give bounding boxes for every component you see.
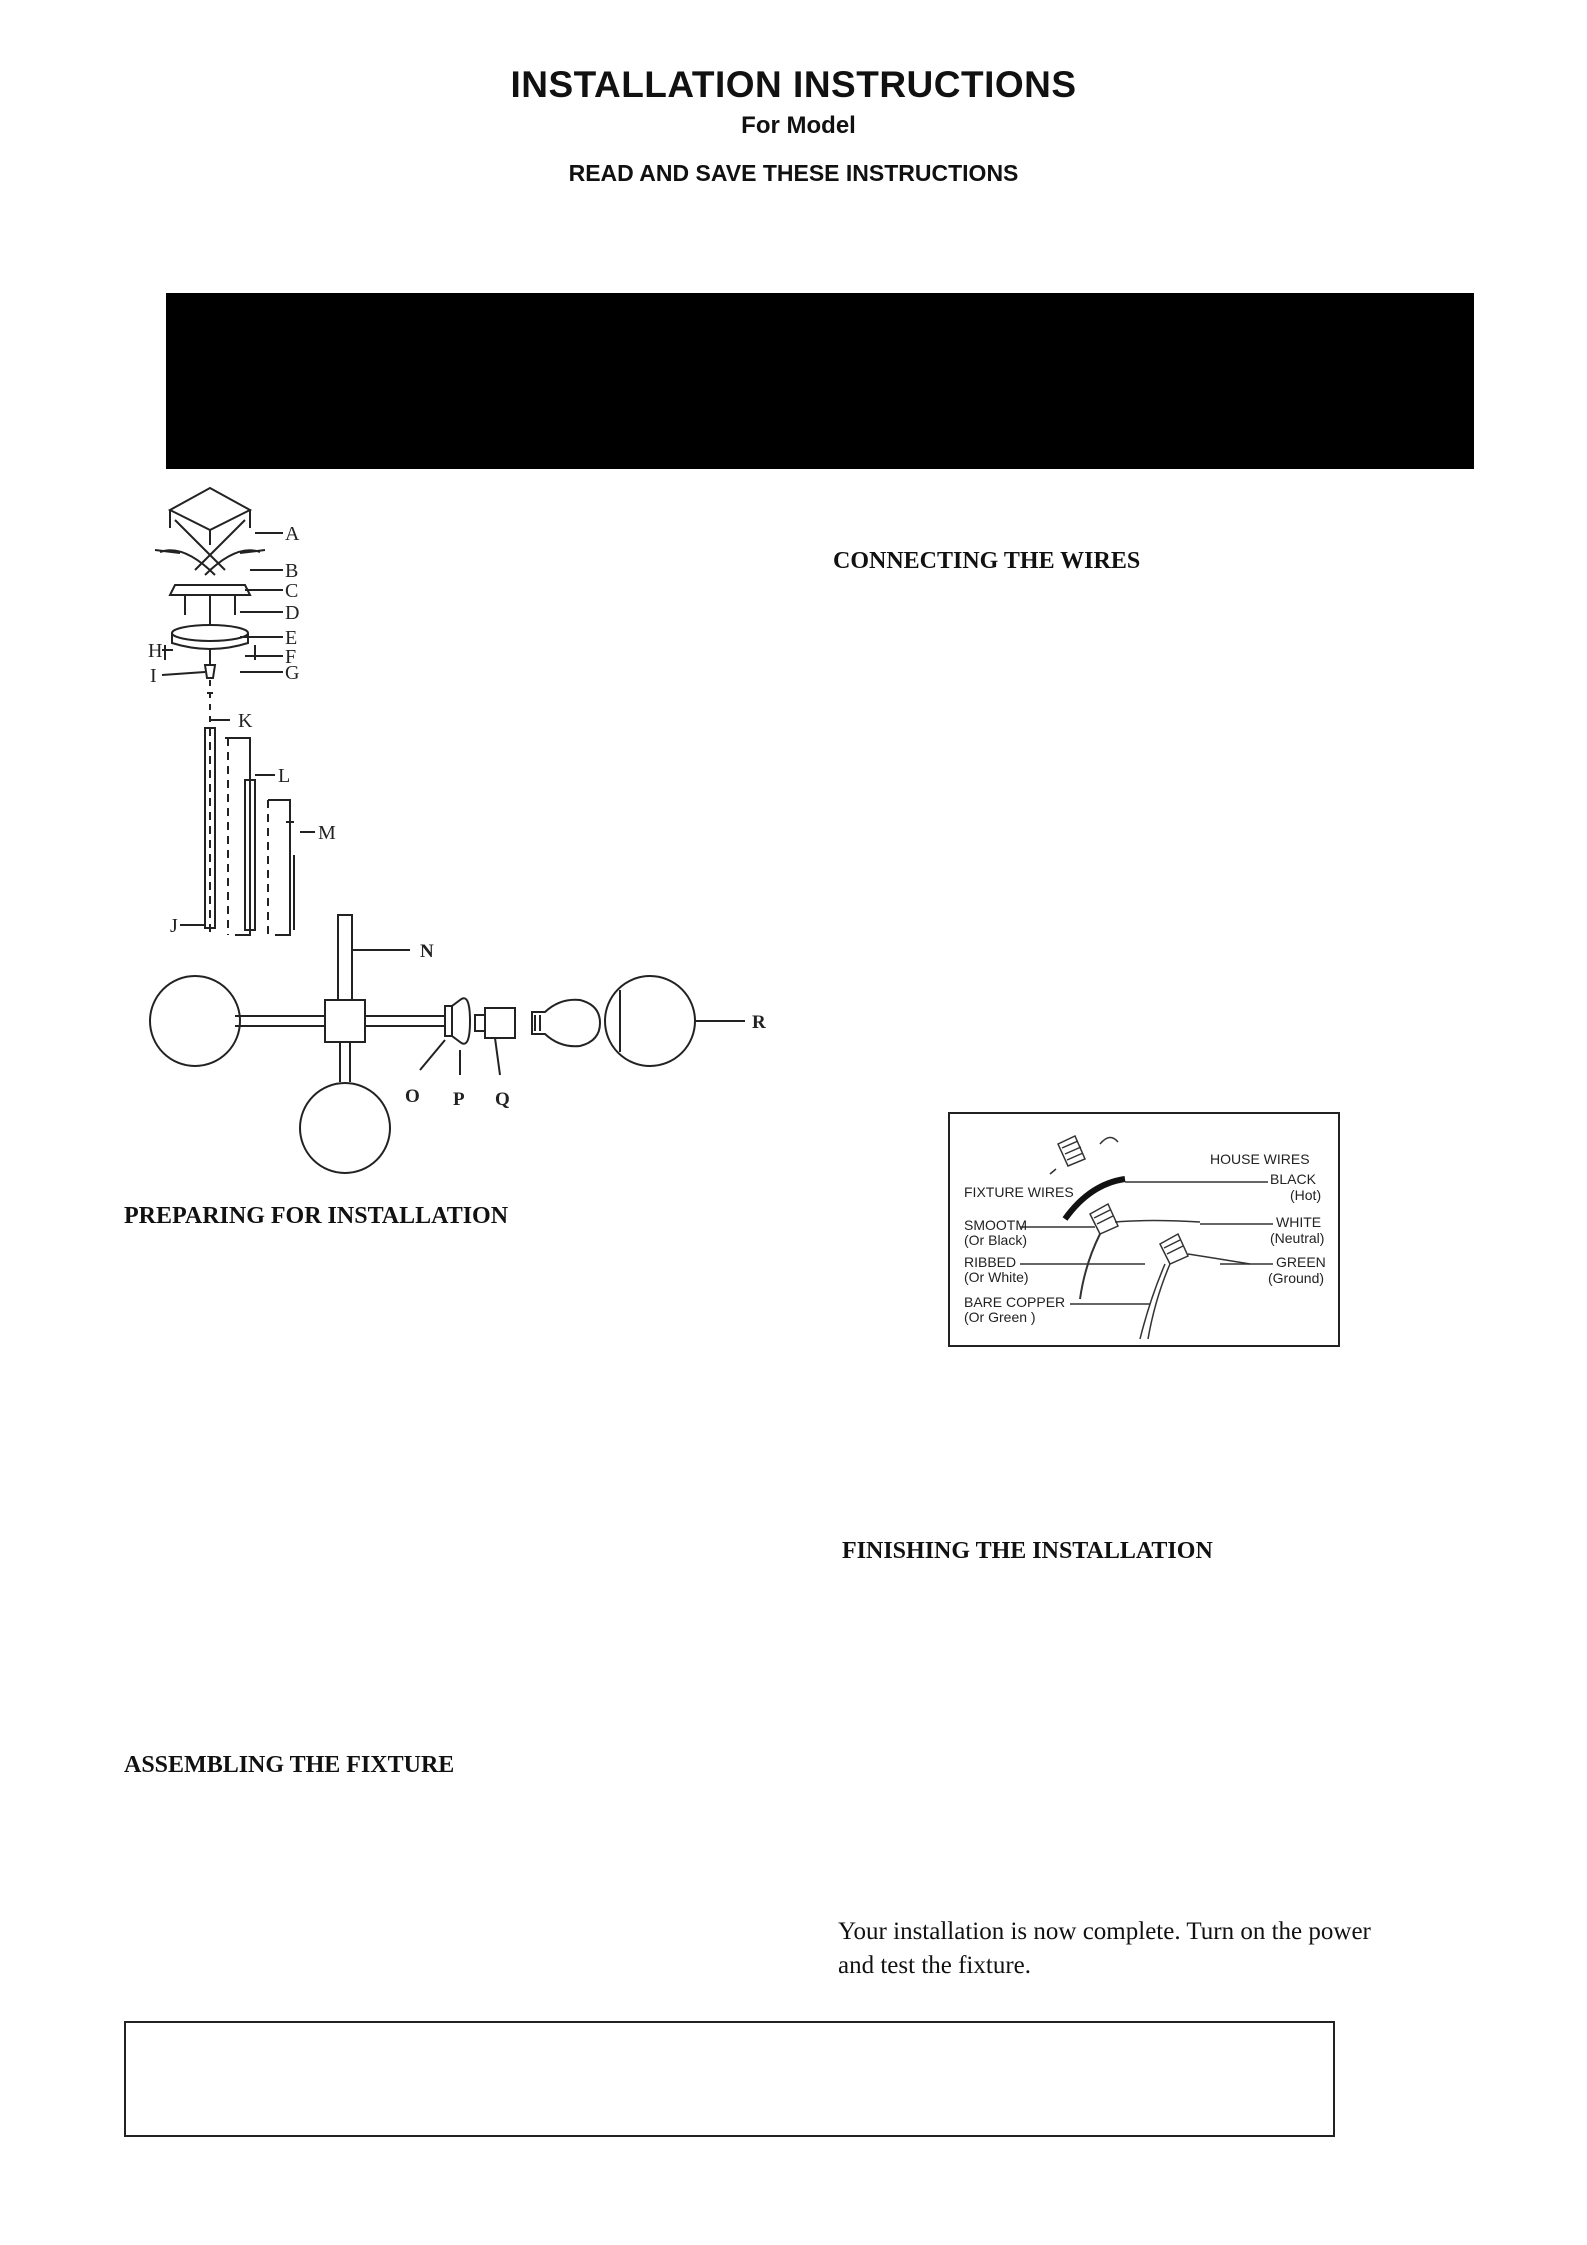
- fixture-wires-label: FIXTURE WIRES: [964, 1184, 1074, 1200]
- white-wire-label: WHITE: [1276, 1214, 1322, 1230]
- page-title: INSTALLATION INSTRUCTIONS: [510, 64, 1077, 105]
- assembling-heading: ASSEMBLING THE FIXTURE: [124, 1752, 455, 1778]
- ribbed-wire-label: RIBBED: [964, 1254, 1017, 1270]
- green-wire-label: GREEN: [1276, 1254, 1326, 1270]
- wiring-diagram: [948, 1112, 1340, 1347]
- part-label-l: L: [278, 765, 291, 787]
- part-label-m: M: [318, 822, 336, 844]
- hot-label: (Hot): [1290, 1187, 1322, 1203]
- part-label-n: N: [420, 941, 434, 962]
- smooth-wire-label: SMOOTM: [964, 1217, 1027, 1233]
- neutral-label: (Neutral): [1270, 1230, 1325, 1246]
- part-label-c: C: [285, 580, 299, 602]
- completion-line-1: Your installation is now complete. Turn on the power: [838, 1918, 1371, 1945]
- part-label-r: R: [752, 1012, 766, 1033]
- read-notice: READ AND SAVE THESE INSTRUCTIONS: [568, 160, 1019, 186]
- finishing-heading: FINISHING THE INSTALLATION: [842, 1538, 1213, 1564]
- house-wires-label: HOUSE WIRES: [1210, 1151, 1310, 1167]
- part-label-o: O: [405, 1086, 420, 1107]
- part-label-a: A: [285, 523, 300, 545]
- part-label-k: K: [238, 710, 253, 732]
- part-label-h: H: [148, 640, 163, 662]
- exploded-parts-diagram: [140, 480, 780, 1190]
- completion-line-2: and test the fixture.: [838, 1952, 1031, 1979]
- preparing-heading: PREPARING FOR INSTALLATION: [124, 1203, 509, 1229]
- ground-label: (Ground): [1268, 1270, 1325, 1286]
- part-label-i: I: [150, 665, 157, 687]
- or-black-label: (Or Black): [964, 1232, 1027, 1248]
- connecting-wires-heading: CONNECTING THE WIRES: [833, 548, 1141, 574]
- completion-text: [838, 1915, 1518, 1983]
- warning-banner: [166, 293, 1474, 469]
- part-label-e: E: [285, 627, 298, 649]
- part-label-g: G: [285, 662, 300, 684]
- part-label-j: J: [170, 915, 178, 937]
- model-subtitle: For Model: [741, 112, 856, 139]
- part-label-p: P: [453, 1089, 465, 1110]
- black-wire-label: BLACK: [1270, 1171, 1316, 1187]
- part-label-d: D: [285, 602, 300, 624]
- note-box: [124, 2021, 1335, 2137]
- part-label-q: Q: [495, 1089, 510, 1110]
- or-white-label: (Or White): [964, 1269, 1029, 1285]
- part-label-b: B: [285, 560, 299, 582]
- bare-copper-label: BARE COPPER: [964, 1294, 1066, 1310]
- part-label-f: F: [285, 646, 297, 668]
- or-green-label: (Or Green ): [964, 1309, 1036, 1325]
